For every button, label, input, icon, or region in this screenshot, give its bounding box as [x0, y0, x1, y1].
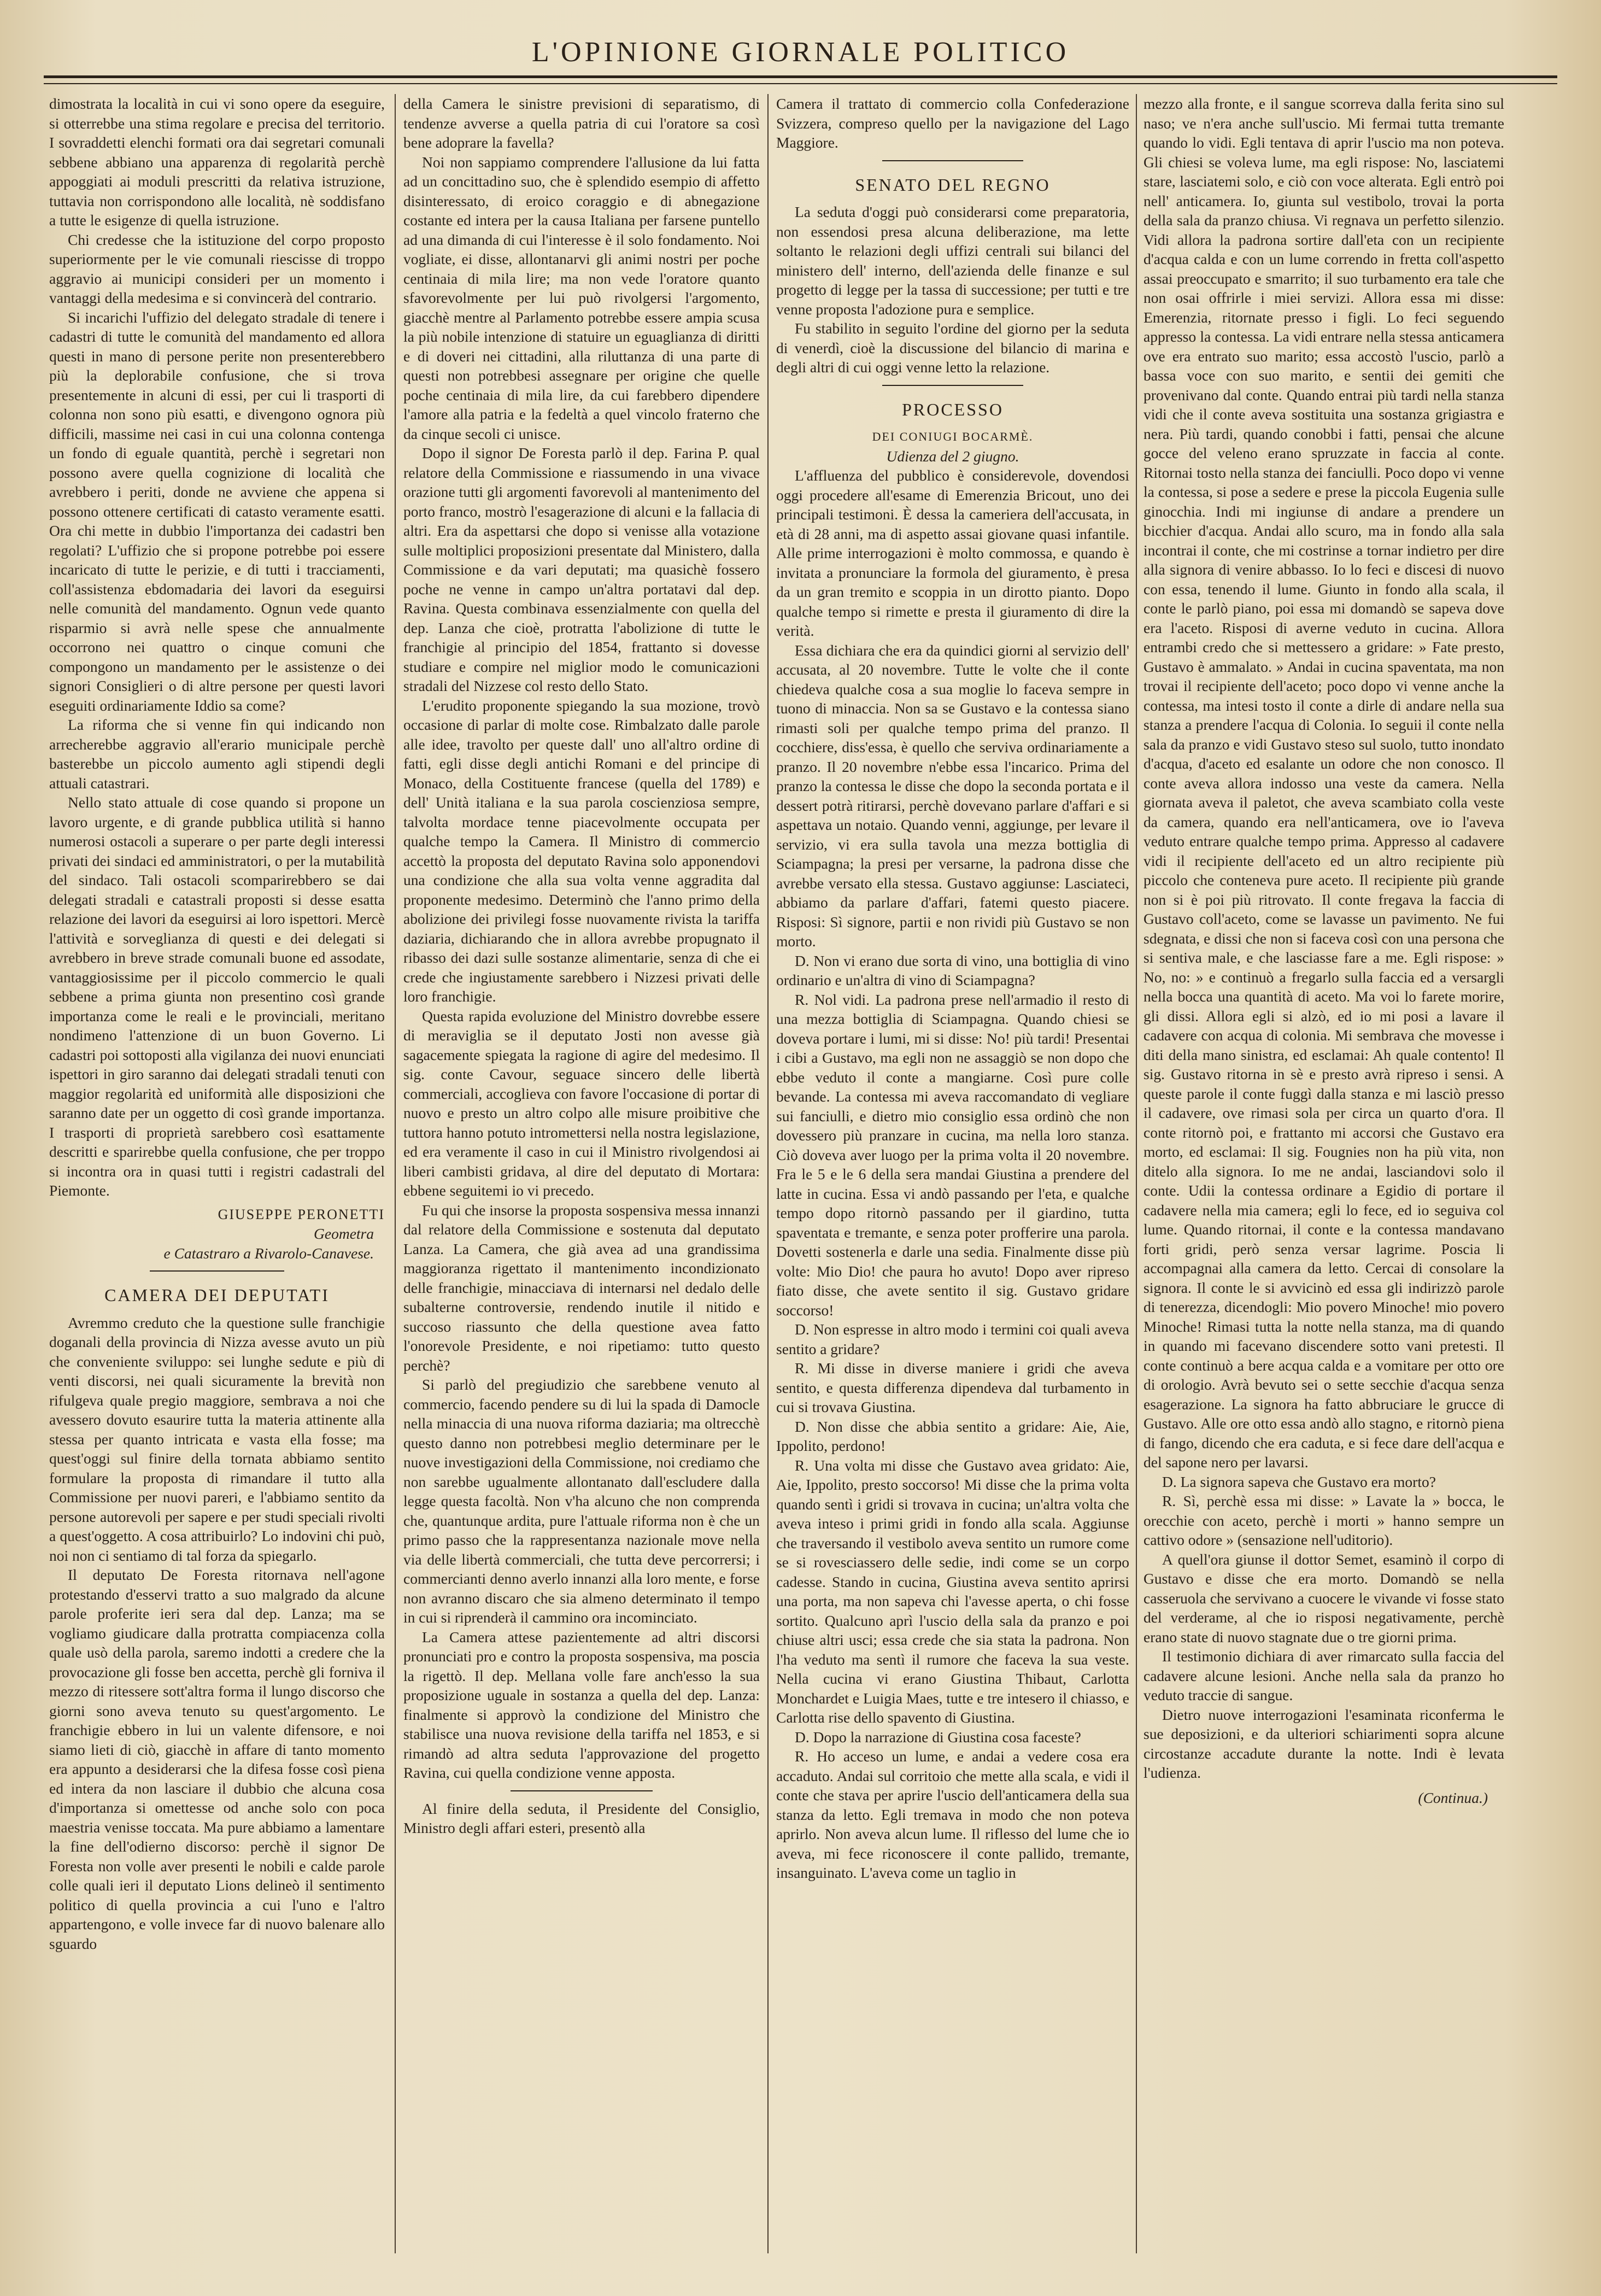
section-divider [882, 160, 1023, 161]
paragraph: A quell'ora giunse il dottor Semet, esaminò il corpo di Gustavo e disse che era morto. Domandò se nella casseruola che servivano a cuocere le vivande vi fosse stato del verderame, al che io risposi negativamente, perchè erano state di nuovo stagnate due o tre giorni prima. [1143, 1550, 1504, 1645]
paragraph: Chi credesse che la istituzione del corpo proposto superiormente per le vie comunali riescisse di troppo aggravio ai municipi consideri per un momento i vantaggi della medesima e si convincerà del contrario. [49, 231, 385, 306]
paragraph: Fu stabilito in seguito l'ordine del giorno per la seduta di venerdì, cioè la discussione del bilancio di marina e degli altri di cui oggi venne letto la relazione. [776, 320, 1129, 376]
paragraph: D. Non espresse in altro modo i termini coi quali aveva sentito a gridare? [776, 1321, 1129, 1357]
paragraph: Essa dichiara che era da quindici giorni al servizio dell' accusata, al 20 novembre. Tutte le volte che il conte chiedeva qualche cosa a sua moglie lo faceva sempre in tuono di minaccia. Non sa se Gustavo e la contessa siano rimasti soli per qualche tempo prima del pranzo. Il cocchiere, diss'essa, è quello che serviva ordinariamente a pranzo. Il 20 novembre n'ebbe essa l'incarico. Prima del pranzo la contessa le disse che dopo la seconda portata e il dessert potrà ritirarsi, perchè dovevano parlare d'affari e si aspettava un notaio. Quando venni, aggiunge, per levare il servizio, vi era sulla tavola una mezza bottiglia di Sciampagna; la presi per versarne, la padrona disse che avrebbe versato ella stessa. Gustavo aggiunse: Lasciateci, abbiamo da parlare d'affari, fatemi questo piacere. Risposi: Sì signore, partii e non rividi più Gustavo se non morto. [776, 641, 1129, 950]
section-divider [511, 1790, 653, 1791]
paragraph: Il testimonio dichiara di aver rimarcato sulla faccia del cadavere alcune lesioni. Anche nella sala da pranzo ho veduto traccie di sangue. [1143, 1648, 1504, 1703]
paragraph: L'affluenza del pubblico è considerevole, dovendosi oggi procedere all'esame di Emerenzia Bricout, uno dei principali testimoni. È dessa la cameriera dell'accusata, in età di 28 anni, ma di aspetto assai giovane quasi infantile. Alle prime interrogazioni è molto commossa, e quando è invitata a pronunciare la formola del giuramento, è presa da un gran tremito e scoppia in un dirotto pianto. Dopo qualche tempo si rimette e presta il giuramento di dire la verità. [776, 467, 1129, 639]
paragraph: Dopo il signor De Foresta parlò il dep. Farina P. qual relatore della Commissione e riassumendo in una vivace orazione tutti gli argomenti favorevoli al mantenimento del porto franco, mostrò l'esagerazione di alcuni e la fallacia di altri. Era da aspettarsi che dopo si venisse alla votazione sulle moltiplici proposizioni presentate dal Ministero, dalla Commissione e da vari deputati; ma quasichè fossero poche ne venne in campo un'altra portatavi dal dep. Ravina. Questa combinava essenzialmente con quella del dep. Lanza che cioè, protratta l'abolizione di tutte le franchigie al principio del 1854, frattanto si dovesse studiare e compire nel miglior modo le comunicazioni stradali del Nizzese col resto dello Stato. [403, 444, 760, 694]
paragraph: Dietro nuove interrogazioni l'esaminata riconferma le sue deposizioni, e da ulteriori schiarimenti sopra alcune circostanze accadute durante la notte. Indi è levata l'udienza. [1143, 1706, 1504, 1781]
hearing-date: Udienza del 2 giugno. [886, 447, 1019, 465]
section-subheading: DEI CONIUGI BOCARMÈ. [872, 430, 1034, 443]
paragraph: L'erudito proponente spiegando la sua mozione, trovò occasione di parlar di molte cose. Rimbalzato dalle parole alle idee, travolto per queste dall' uno all'altro ordine di fatti, egli disse degli antichi Romani e del principe di Monaco, della Costituente francese (quella del 1789) e dell' Unità italiana e la sua parola coscienziosa sempre, talvolta mordace tenne piacevolmente occupata per qualche tempo la Camera. Il Ministro di commercio accettò la proposta del deputato Ravina solo apponendovi una condizione che alla sua volta venne aggradita dal proponente medesimo. Determinò che l'anno primo della abolizione dei privilegi fosse nuovamente rivista la tariffa daziaria, dichiarando che in allora avrebbe propugnato il ribasso dei dazi sulle sostanze alimentarie, senza di che ei crede che ingiustamente sarebbero i Nizzesi privati delle loro franchigie. [403, 696, 760, 1005]
paragraph: Si incarichi l'uffizio del delegato stradale di tenere i cadastri di tutte le comunità del mandamento ed allora questi in mano di persone perite non presenterebbero più la deplorabile confusione, che si trova presentemente in alcuni di essi, per cui li trasporti di colonna non sono più esatti, e divengono ognora più difficili, massime nei casi in cui una colonna contenga un fondo di eguale quantità, perchè i segretari non possono avere quella cognizione di località che avrebbero i periti, donde ne avviene che appena si possono ottenere certificati di catasto veramente esatti. Ora chi mette in dubbio l'importanza dei cadastri ben regolati? L'uffizio che si propone potrebbe poi essere incaricato di tutte le perizie, e di tutti i tracciamenti, coll'assistenza ebdomadaria dei lavori da eseguirsi nelle comunità del mandamento. Ognun vede quanto risparmio si avrà nelle spese che annualmente occorrono nei quattro o cinque comuni che compongono un mandamento per le assistenze o dei signori Consiglieri o di altre persone per questi lavori eseguiti ordinariamente Iddio sa come? [49, 308, 385, 714]
paragraph: R. Nol vidi. La padrona prese nell'armadio il resto di una mezza bottiglia di Sciampagna. Quando chiesi se doveva portare i lumi, mi si disse: No! più tardi! Presentai i cibi a Gustavo, ma egli non ne assaggiò se non dopo che ebbe veduto il conte a mangiarne. Così pure colle bevande. La contessa mi aveva raccomandato di vegliare sui fanciulli, e dietro mio consiglio essa ordinò che non dovessero più pranzare in cucina, ma nella loro stanza. Ciò doveva aver luogo per la prima volta il 20 novembre. Fra le 5 e le 6 della sera mandai Giustina a prendere del latte in cucina. Essa vi andò passando per l'eta, e qualche tempo dopo ritornò passando per il giardino, tutta spaventata e tremante, e senza poter profferire una parola. Dovetti sostenerla e darle una sedia. Finalmente disse più volte: Mio Dio! che paura ho avuto! Dopo aver ripreso fiato disse, che avete sentito il sig. Gustavo gridare soccorso! [776, 991, 1129, 1319]
paragraph: D. La signora sapeva che Gustavo era morto? [1162, 1473, 1436, 1490]
author-signature: GIUSEPPE PERONETTI [218, 1206, 385, 1222]
paragraph: Camera il trattato di commercio colla Confederazione Svizzera, compreso quello per la navigazione del Lago Maggiore. [776, 95, 1129, 151]
paragraph: Noi non sappiamo comprendere l'allusione da lui fatta ad un concittadino suo, che è splendido esempio di affetto disinteressato, di eroico coraggio e di abnegazione costante ed intera per la causa Italiana per farsene puntello ad una dimanda di cui l'interesse è il solo fondamento. Noi vogliate, ei disse, allontanarvi gli animi nostri per poche centinaia di mila lire; ma non vede l'oratore quanto sfavorevolmente per lui può rivolgersi l'argomento, giacchè mentre al Parlamento potrebbe essere ampia scusa la più nobile intenzione di statuire un eguaglianza di diritti e di doveri nei cittadini, alla riluttanza di una parte di questi non potrebbesi assegnare per origine che quelle poche centinaia di mila lire, da cui farebbero dipendere l'amore alla patria e la fedeltà a quel vincolo fraterno che da cinque secoli ci unisce. [403, 153, 760, 442]
paragraph: dimostrata la località in cui vi sono opere da eseguire, si otterrebbe una stima regolare e precisa del territorio. I sovraddetti elenchi formati ora dai segretari comunali sebbene abbiano una apparenza di regolarità perchè appoggiati ai moduli prescritti da relativa istruzione, tuttavia non corrispondono alle località, nè soddisfano a tutte le esigenze di quella istruzione. [49, 95, 385, 229]
paragraph: D. Non disse che abbia sentito a gridare: Aie, Aie, Ippolito, perdono! [776, 1418, 1129, 1454]
author-role: Geometra [314, 1225, 374, 1242]
section-heading: CAMERA DEI DEPUTATI [104, 1285, 330, 1305]
paragraph: La riforma che si venne fin qui indicando non arrecherebbe aggravio all'erario municipale perchè basterebbe un piccolo aumento agli stipendi degli attuali catastrari. [49, 716, 385, 792]
section-heading: PROCESSO [902, 399, 1004, 419]
paragraph: R. Ho acceso un lume, e andai a vedere cosa era accaduto. Andai sul corritoio che mette alla scala, e vidi il conte che stava per aprire l'uscio dell'anticamera della sua stanza da letto. Egli tremava in modo che non poteva aprirlo. Non aveva alcun lume. Il riflesso del lume che io aveva, mi fece riconoscere il conte pallido, tremante, insanguinato. L'aveva come un taglio in [776, 1748, 1129, 1881]
paragraph: della Camera le sinistre previsioni di separatismo, di tendenze avverse a quella patria di cui l'oratore sa così bene adoprare la favella? [403, 95, 760, 151]
paragraph: Avremmo creduto che la questione sulle franchigie doganali della provincia di Nizza avesse avuto un più che conveniente sviluppo: sei lunghe sedute e più di venti discorsi, nei quali sicuramente la brevità non rifulgeva quale pregio maggiore, sembrava a noi che avessero dovuto esaurire tutta la materia attinente alla stessa per quanto intricata e vasta ella fosse; ma quest'oggi sul finire della tornata abbiamo sentito formulare la proposta di rimandare il tutto alla Commissione per nuovi pareri, e l'abbiamo sentito da persone autorevoli per sapere e per studi speciali rivolti a quest'oggetto. A cosa attribuirlo? Lo indovini chi può, noi non ci sentiamo di tal forza da spiegarlo. [49, 1314, 385, 1564]
column-separator [767, 94, 769, 2253]
column-4 [1143, 94, 1504, 2259]
masthead-rule-thin [44, 83, 1557, 84]
column-separator [395, 94, 396, 2253]
column-2 [403, 94, 760, 2259]
author-place: e Catastraro a Rivarolo-Canavese. [163, 1244, 374, 1262]
section-divider [882, 385, 1023, 386]
paragraph: Questa rapida evoluzione del Ministro dovrebbe essere di meraviglia se il deputato Josti non avesse già sagacemente spiegata la ragione di agire del medesimo. Il sig. conte Cavour, seguace sincero delle libertà commerciali, accoglieva con favore l'occasione di portar di nuovo e presto un altro colpo alle misure proibitive che tuttora hanno potuto intromettersi nella nostra legislazione, ed era veramente il caso in cui il Ministro rivolgendosi ai liberi cambisti gridava, al dire del deputato di Mortara: ebbene seguitemi io vi precedo. [403, 1007, 760, 1199]
paragraph: Nello stato attuale di cose quando si propone un lavoro urgente, e di grande pubblica utilità si hanno numerosi ostacoli a superare o per parte degli interessi privati dei sindaci ed amministratori, o per la mutabilità del sindaco. Tali ostacoli scomparirebbero se dai delegati stradali e catastrali proposti si desse esatta relazione dei lavori da eseguirsi ai loro ispettori. Mercè l'attività e sorveglianza di questi e dei delegati si avrebbero in breve strade comunali buone ed assodate, vantaggiosissime per il piccolo commercio le quali sebbene a prima giunta non presentino così grande importanza come le reali e le provinciali, meritano nondimeno l'attenzione di un buon Governo. Li cadastri poi sottoposti alla vigilanza dei nuovi enunciati ispettori in giro saranno dai delegati stradali tenuti con maggior regolarità ed uniformità alle disposizioni che saranno date per un oggetto di così grande importanza. I trasporti di proprietà sarebbero così esattamente descritti e sparirebbe quella confusione, che per troppo si incontra ora in quasi tutti i registri cadastrali del Piemonte. [49, 794, 385, 1199]
paragraph: R. Sì, perchè essa mi disse: » Lavate la » bocca, le orecchie con aceto, perchè i morti » hanno sempre un cattivo odore » (sensazione nell'uditorio). [1143, 1492, 1504, 1548]
paragraph: R. Mi disse in diverse maniere i gridi che aveva sentito, e questa differenza dipendeva dal turbamento in cui si trovava Giustina. [776, 1360, 1129, 1415]
paragraph: Si parlò del pregiudizio che sarebbene venuto al commercio, facendo pendere su di lui la spada di Damocle nella minaccia di una nuova riforma daziaria; ma oltrecchè questo danno non potrebbesi meglio determinare per le nuove investigazioni della Commissione, noi crediamo che non sarebbe ugualmente allontanato dall'escludere dalla legge questa facoltà. Non v'ha alcuno che non comprenda che, quantunque ardita, pure l'attuale riforma non è che un primo passo che la rappresentanza nazionale move nella via delle libertà commerciali, che tutta deve percorrersi; i commercianti denno averlo innanzi alla loro mente, e forse non avranno discaro che sia almeno determinato il tempo in cui si riprenderà il cammino ora incominciato. [403, 1376, 760, 1626]
column-1 [49, 94, 385, 2259]
paragraph: Fu qui che insorse la proposta sospensiva messa innanzi dal relatore della Commissione e sostenuta dal deputato Lanza. La Camera, che già avea ad una grandissima maggioranza rigettato il mantenimento incondizionato delle franchigie, minacciava di internarsi nel dedalo delle subalterne controversie, rendendo inutile il nitido e succoso riassunto che della questione avea fatto l'onorevole Presidente, e noi ripetiamo: tutto questo perchè? [403, 1201, 760, 1374]
paragraph: Il deputato De Foresta ritornava nell'agone protestando d'esservi tratto a suo malgrado da alcune parole proferite ieri sera dal dep. Lanza; ma se vogliamo giudicare dalla protratta compiacenza colla quale usò della parola, saremo indotti a credere che la provocazione gli fosse ben accetta, perchè gli forniva il mezzo di ritessere sott'altra forma il lungo discorso che giorni sono aveva tenuto su quest'argomento. Le franchigie ebbero in lui un valente difensore, e noi siamo lieti di ciò, giacchè in affare di tanto momento era appunto a desiderarsi che la difesa fosse così piena ed intera da non lasciare il dubbio che alcuna cosa d'importanza si omettesse od anche solo con poca maestria venisse toccata. Ma pure abbiamo a lamentare la fine dell'odierno discorso: perchè il signor De Foresta non volle aver presenti le nobili e calde parole colle quali ieri il deputato Lions delineò il sentimento politico di quella provincia a cui l'uno e l'altro appartengono, e volle invece far di nuovo balenare allo sguardo [49, 1566, 385, 1952]
masthead-title: L'OPINIONE GIORNALE POLITICO [531, 37, 1070, 68]
paragraph: La Camera attese pazientemente ad altri discorsi pronunciati pro e contro la proposta sospensiva, ma poscia la rigettò. Il dep. Mellana volle fare anch'esso la sua proposizione uguale in sostanza a quella del dep. Lanza: finalmente si approvò la condizione del Ministro che stabilisce una nuova revisione della tariffa nel 1853, e si rimandò ad altra seduta l'approvazione del progetto Ravina, cui quella condizione venne apposta. [403, 1628, 760, 1781]
paragraph: D. Non vi erano due sorta di vino, una bottiglia di vino ordinario e un'altra di vino di Sciampagna? [776, 952, 1129, 988]
paragraph: Al finire della seduta, il Presidente del Consiglio, Ministro degli affari esteri, presentò alla [403, 1800, 760, 1836]
paragraph: La seduta d'oggi può considerarsi come preparatoria, non essendosi presa alcuna deliberazione, ma lette soltanto le relazioni degli uffizi centrali sui bilanci del ministero dell' interno, dell'azienda delle finanze e sul progetto di legge per la tassa di successione; per tutti e tre venne proposta l'adozione pura e semplice. [776, 203, 1129, 318]
section-heading: SENATO DEL REGNO [855, 174, 1051, 195]
masthead-rule-thick [44, 75, 1557, 78]
paragraph: mezzo alla fronte, e il sangue scorreva dalla ferita sino sul naso; ve n'era anche sull'uscio. Mi fermai tutta tremante quando lo vidi. Egli tentava di aprir l'uscio ma non poteva. Gli chiesi se voleva lume, ma egli rispose: No, lasciatemi stare, lasciatemi solo, e ciò con voce alterata. Egli entrò poi nell' anticamera. Io, giunta sul vestibolo, trovai la porta della sala da pranzo chiusa. Vi regnava un perfetto silenzio. Vidi allora la padrona sortire dall'eta con un recipiente d'acqua calda e con un lume correndo in fretta coll'aspetto assai preoccupato e smarrito; il suo turbamento era tale che non osai offrirle i miei servizi. Allora essa mi disse: Emerenzia, ritornate presso i figli. Lo feci seguendo appresso la contessa. La vidi entrare nella stessa anticamera ove era entrato suo marito; essa accostò l'uscio, parlò a bassa voce con suo marito, e sentii dei gemiti che provenivano dal conte. Quando entrai più tardi nella stanza vidi che il conte aveva sostituita una sostanza grigiastra e nera. Più tardi, quando conobbi i fatti, pensai che alcune gocce del veleno erano spruzzate in faccia al conte. Ritornai tosto nella stanza dei fanciulli. Poco dopo vi venne la contessa, si pose a sedere e prese la piccola Eugenia sulle ginocchia. Indi mi ingiunse di andare a prendere un bicchier d'acqua. Andai allo scuro, ma in fondo alla sala incontrai il conte, che mi costrinse a tornar indietro per dire alla signora di venire abbasso. Io lo feci e discesi di nuovo con essa, tenendo il lume. Giunto in fondo alla scala, il conte le parlò piano, poi essa mi domandò se sapeva dove era l'aceto. Risposi di averne veduto in cucina. Allora entrambi credo che si mettessero a gridare: » Fate presto, Gustavo è ammalato. » Andai in cucina spaventata, ma non trovai il recipiente dell'aceto; poco dopo vi venne anche la contessa, ma intesi tosto il conte a dirle di andare nella sua stanza a prendere l'acqua di Colonia. Io seguii il conte nella sala da pranzo e vidi Gustavo steso sul suolo, tutto inondato d'acqua, d'aceto ed esalante un odore che non conosco. Il conte aveva allora indosso una veste da camera. Nella giornata aveva il paletot, che aveva scambiato colla veste da camera, quando era nell'anticamera, ove io l'aveva veduto entrare qualche tempo prima. Appresso al cadavere vidi il recipiente dell'aceto ed un altro recipiente più piccolo che conteneva pure aceto. Il recipiente più grande non si è poi più ritrovato. Il conte fregava la faccia di Gustavo coll'aceto, come se lavasse un pavimento. Ne fui sdegnata, e dissi che non si faceva così con una persona che si sentiva male, e che lasciasse fare a me. Egli rispose: » No, no: » e continuò a fregarlo sulla faccia ed a versargli nella bocca una quantità di aceto. Ma voi lo farete morire, gli dissi. Allora egli si alzò, ed io mi posi a lavare il cadavere con acqua di colonia. Mi sembrava che movesse i diti della mano sinistra, ed esclamai: Ah quale contento! Il sig. Gustavo ritorna in sè e presto avrà ripreso i sensi. A queste parole il conte fuggì dalla stanza e mi lasciò presso il cadavere, ove rimasi sola per circa un quarto d'ora. Il conte ritornò poi, e frattanto mi accorsi che Gustavo era morto, ed esclamai: Il sig. Fougnies non ha più vita, non ditelo alla signora. Io me ne andai, lasciandovi solo il conte. Udii la contessa ordinare a Egidio di portare il cadavere nella mia camera; egli lo fece, ed io seguiva col lume. Quando ritornai, il conte e la contessa mandavano forti gridi, però senza versar lagrime. Poscia li accompagnai alla camera da letto. Cercai di consolare la signora. Il conte le si avvicinò ed essa gli indirizzò parole di tenerezza, dicendogli: Mio povero Minoche! mio povero Minoche! Rimasi tutta la notte nella stanza, ma di quando in quando mi facevano discendere sotto vani pretesti. Il conte continuò a bere acqua calda e a vomitare per otto ore di orologio. Avrà bevuto sei o sette secchie d'acqua senza esagerazione. La signora ha fatto abbruciare le grucce di Gustavo. Alle ore otto essa andò allo stagno, e ritornò piena di fango, dicendo che era caduta, e si fece dare dell'acqua e del sapone nero per lavarsi. [1143, 95, 1504, 1471]
column-3 [776, 94, 1129, 2259]
paragraph: D. Dopo la narrazione di Giustina cosa faceste? [795, 1728, 1081, 1746]
section-divider [150, 1270, 284, 1272]
continued-note: (Continua.) [1418, 1789, 1488, 1806]
column-separator [1136, 94, 1137, 2253]
paragraph: R. Una volta mi disse che Gustavo avea gridato: Aie, Aie, Ippolito, presto soccorso! Mi disse che la prima volta quando sentì i gridi si trovava in cucina; un'altra volta che aveva inteso i primi gridi in fondo alla scala. Aggiunse che traversando il vestibolo aveva sentito un rumore come se si rovesciassero delle sedie, indi come se un corpo cadesse. Stando in cucina, Giustina aveva sentito aprirsi una porta, ma non sapeva chi l'avesse aperta, o chi fosse sortito. Qualcuno aprì l'uscio della sala da pranzo e poi chiuse altri usci; essa crede che sia stata la padrona. Non l'ha veduto ma sentì il rumore che faceva la sua veste. Nella cucina vi erano Giustina Thibaut, Carlotta Monchardet e Luigia Maes, tutte e tre intesero il chiasso, e Carlotta rise dello spavento di Giustina. [776, 1456, 1129, 1726]
